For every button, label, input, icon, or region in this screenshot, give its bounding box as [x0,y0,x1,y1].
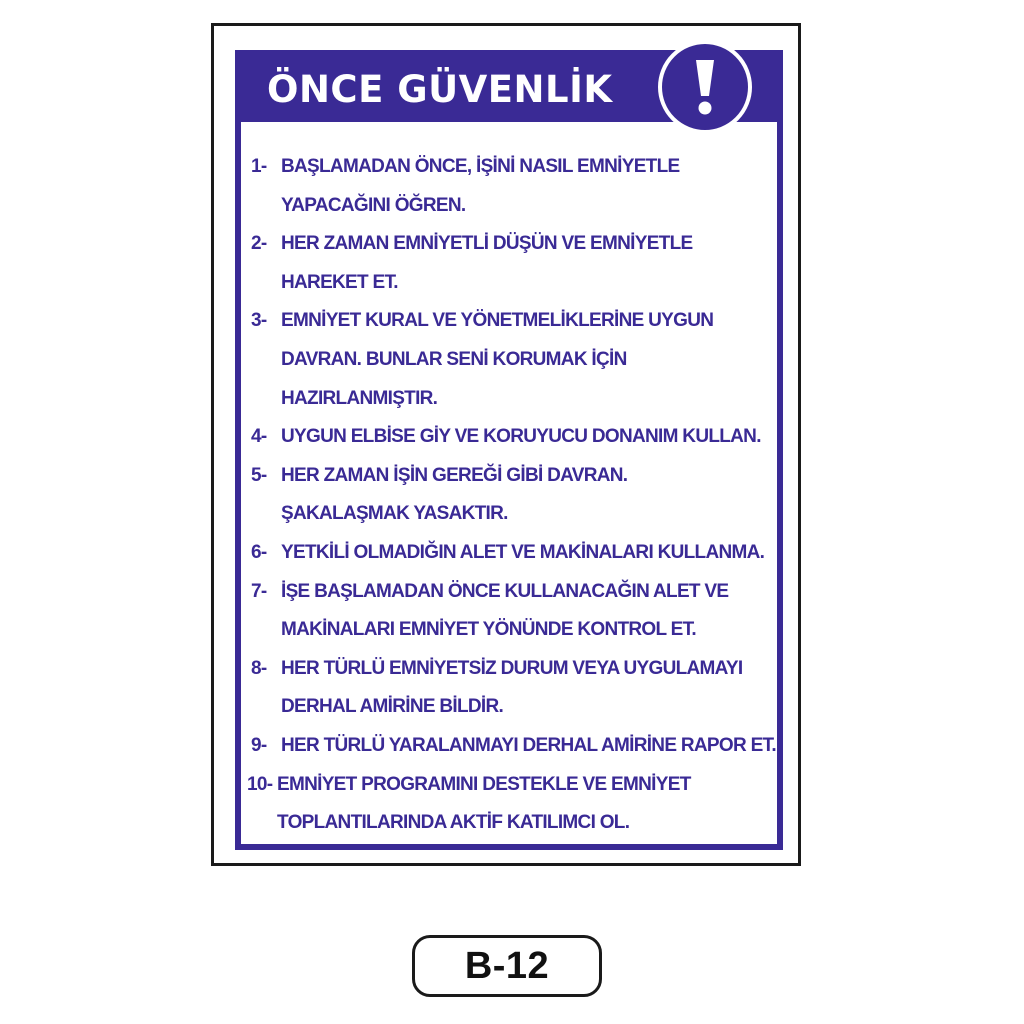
exclamation-icon [666,48,744,126]
list-item [251,418,781,457]
rule-number: 7- [251,580,267,602]
list-item [251,225,781,302]
rule-list [247,148,781,843]
rule-number: 5- [251,464,267,486]
rule-text: EMNİYET KURAL VE YÖNETMELİKLERİNE UYGUN DAVRAN. BUNLAR SENİ KORUMAK İÇİN HAZIRLANMIŞTIR. [281,310,714,409]
rule-text: EMNİYET PROGRAMINI DESTEKLE VE EMNİYET TOPLANTILARINDA AKTİF KATILIMCI OL. [277,773,691,834]
list-item [251,534,781,573]
list-item [251,457,781,534]
rule-number: 3- [251,310,267,332]
rule-number: 2- [251,233,267,255]
rule-text: HER TÜRLÜ YARALANMAYI DERHAL AMİRİNE RAPOR ET. [281,734,776,756]
rule-text: UYGUN ELBİSE GİY VE KORUYUCU DONANIM KULLAN. [281,426,761,448]
list-item [247,766,781,843]
sign-title: ÖNCE GÜVENLİK [267,68,613,111]
rule-number: 9- [251,734,267,756]
product-code-badge [412,935,602,997]
list-item [251,148,781,225]
rule-text: HER ZAMAN İŞİN GEREĞİ GİBİ DAVRAN. ŞAKALAŞMAK YASAKTIR. [281,464,628,525]
rule-text: HER TÜRLÜ EMNİYETSİZ DURUM VEYA UYGULAMAYI DERHAL AMİRİNE BİLDİR. [281,657,743,718]
rule-number: 4- [251,426,267,448]
safety-sign [211,23,801,866]
list-item [251,727,781,766]
product-code: B-12 [464,944,550,987]
rule-text: YETKİLİ OLMADIĞIN ALET VE MAKİNALARI KULLANMA. [281,541,765,563]
rule-number: 6- [251,541,267,563]
rule-number: 10- [247,773,273,795]
sign-border [235,50,783,850]
list-item [251,573,781,650]
list-item [251,302,781,418]
rule-text: HER ZAMAN EMNİYETLİ DÜŞÜN VE EMNİYETLE HAREKET ET. [281,233,693,293]
rule-number: 8- [251,657,267,679]
rule-number: 1- [251,156,267,177]
rule-text: İŞE BAŞLAMADAN ÖNCE KULLANACAĞIN ALET VE MAKİNALARI EMNİYET YÖNÜNDE KONTROL ET. [281,580,729,641]
warning-badge [658,40,752,134]
list-item [251,650,781,727]
rule-text: BAŞLAMADAN ÖNCE, İŞİNİ NASIL EMNİYETLE YAPACAĞINI ÖĞREN. [281,156,680,216]
